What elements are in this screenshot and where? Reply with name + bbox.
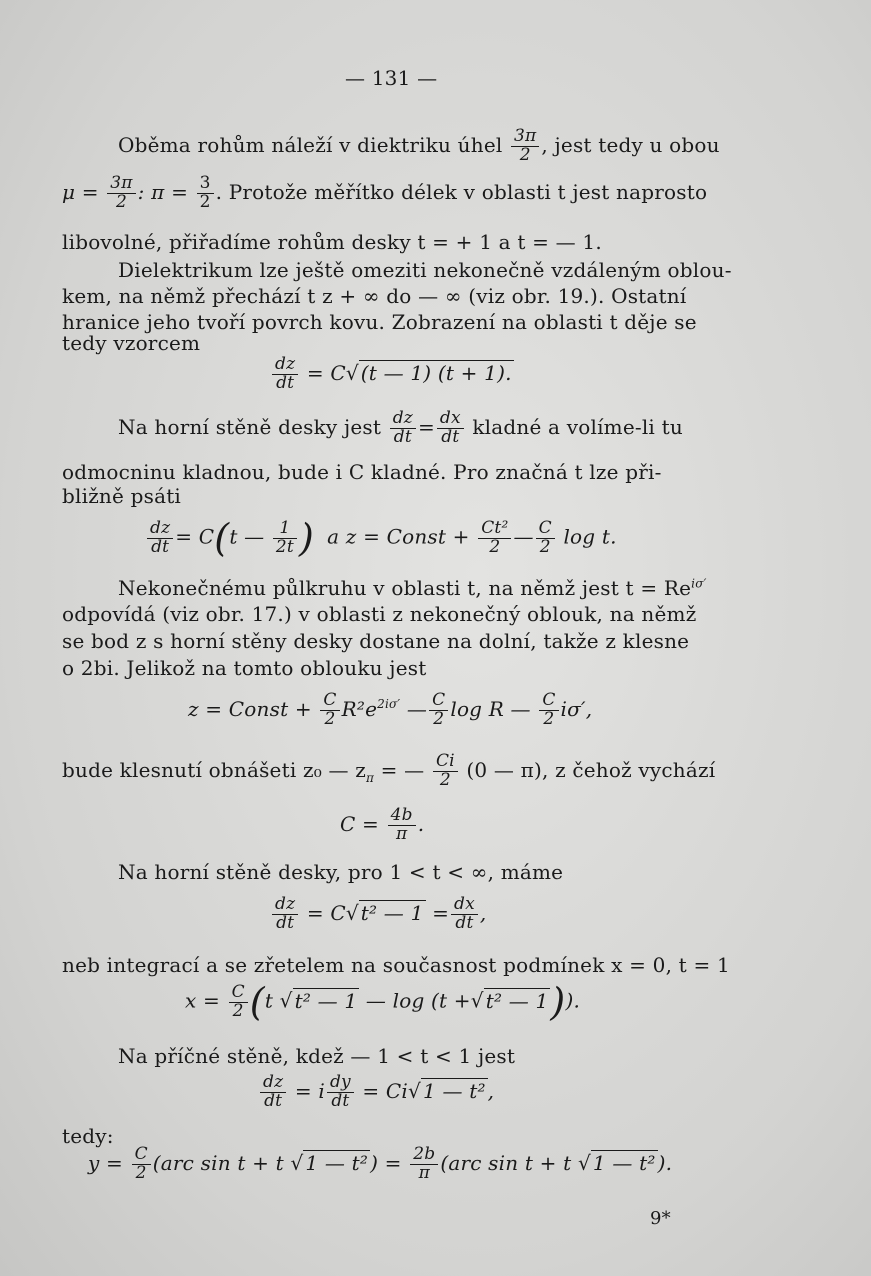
fraction-dx-dt: $\frac{dx}{dt}$ (437, 410, 464, 447)
signature-mark: 9* (650, 1208, 671, 1229)
math-run: = C (306, 360, 346, 385)
text-run: Na horní stěně desky jest (118, 414, 382, 439)
equation-1: $\frac{dz}{dt}$ = C√ (t — 1) (t + 1). (270, 356, 514, 393)
text-line-16: Na horní stěně desky, pro 1 < t < ∞, máme (118, 860, 564, 884)
fraction-3pi-2: $\frac{3\pi}{2}$ (511, 128, 539, 165)
math-run: : π = (137, 179, 189, 204)
sqrt-radicand: 1 — t² (305, 1150, 369, 1175)
fraction-c-2: $\frac{C}{2}$ (320, 692, 339, 729)
math-run: (arc sin t + t (440, 1150, 572, 1175)
fraction-ci-2: $\frac{Ci}{2}$ (433, 753, 458, 790)
text-run: = — (380, 757, 425, 782)
fraction-c-2: $\frac{C}{2}$ (229, 984, 248, 1021)
fraction-dz-dt: $\frac{dz}{dt}$ (390, 410, 416, 447)
text-line-8: Na horní stěně desky jest $\frac{dz}{dt}$ = $\frac{dx}{dt}$ kladné a volíme-li tu (118, 408, 683, 447)
text-line-15 (62, 753, 715, 790)
text-line-3: libovolné, přiřadíme rohům desky t = + 1 a t = — 1. (62, 230, 602, 254)
fraction-3-2: $\frac{3}{2}$ (197, 175, 214, 212)
math-run: (arc sin t + t (152, 1150, 284, 1175)
math-run: ) = (370, 1150, 402, 1175)
math-run: — log (t + (365, 988, 471, 1013)
page-number: — 131 — (345, 66, 438, 90)
text-run: Nekonečnému půlkruhu v oblasti t, na němž jest t = Re (118, 576, 692, 600)
equation-3: z = Const + $\frac{C}{2}$ $R^2e^{2i\sigma'}$ — $\frac{C}{2}$ log R — $\frac{C}{2}$ iσ′, (188, 690, 593, 729)
sqrt-radicand: 1 — t² (592, 1150, 656, 1175)
math-run: R²e (341, 696, 378, 721)
text-line-2 (62, 175, 707, 212)
fraction-3pi-2: $\frac{3\pi}{2}$ (107, 175, 135, 212)
math-mu: μ = (62, 179, 99, 204)
text-line-13: se bod z s horní stěny desky dostane na dolní, takže z klesne (62, 629, 690, 653)
fraction-dy-dt: $\frac{dy}{dt}$ (327, 1074, 354, 1111)
math-run: = Ci (362, 1078, 409, 1103)
equation-8: y = $\frac{C}{2}$ (arc sin t + t √ 1 — t² ) = $\frac{2b}{\pi}$ (arc sin t + t √ 1 — t² ). (88, 1144, 673, 1183)
math-run: t (264, 988, 274, 1013)
math-run: x = (185, 988, 220, 1013)
text-run: . Protože měřítko délek v oblasti t jest naprosto (215, 179, 708, 204)
fraction-dz-dt: $\frac{dz}{dt}$ (260, 1074, 286, 1111)
fraction-c-2: $\frac{C}{2}$ (536, 520, 555, 557)
fraction-ct2-2: $\frac{\text{Ct²}}{2}$ (478, 520, 511, 557)
fraction-dx-dt: $\frac{dx}{dt}$ (451, 896, 478, 933)
text-line-14: o 2bi. Jelikož na tomto oblouku jest (62, 656, 427, 680)
text-line-4: Dielektrikum lze ještě omeziti nekonečně vzdáleným oblou- (118, 258, 732, 282)
superscript: iσ′ (691, 576, 707, 591)
math-run: ). (565, 988, 581, 1013)
math-run: t — (229, 524, 265, 549)
text-line-7: tedy vzorcem (62, 331, 201, 355)
equation-6: x = $\frac{C}{2}$ (t √ t² — 1 — log (t +√ t² — 1)). (185, 980, 581, 1024)
fraction-dz-dt: $\frac{dz}{dt}$ (272, 356, 298, 393)
text-run: bude klesnutí obnášeti z₀ — z (62, 757, 366, 782)
equation-7: $\frac{dz}{dt}$ = i $\frac{dy}{dt}$ = Ci√ 1 — t² , (258, 1074, 494, 1111)
fraction-dz-dt: $\frac{dz}{dt}$ (147, 520, 173, 557)
sqrt-radicand: t² — 1 (360, 900, 424, 925)
text-line-18: Na příčné stěně, kdež — 1 < t < 1 jest (118, 1044, 516, 1068)
fraction-1-2t: $\frac{1}{2t}$ (273, 520, 297, 557)
math-run: z = Const + (188, 696, 312, 721)
math-run: a z = Const + (327, 524, 470, 549)
superscript: 2iσ′ (377, 697, 401, 712)
fraction-c-2: $\frac{C}{2}$ (132, 1146, 151, 1183)
math-run: log R — (450, 696, 531, 721)
text-run: , jest tedy u obou (541, 132, 720, 157)
equation-2: $\frac{dz}{dt}$ = C(t — $\frac{1}{2t}$ ) a z = Const + $\frac{\text{Ct²}}{2}$ — $\frac{C}{2}$ log t. (145, 516, 617, 560)
text-line-5: kem, na němž přechází t z + ∞ do — ∞ (viz obr. 19.). Ostatní (62, 284, 687, 308)
text-line-17: neb integrací a se zřetelem na současnost podmínek x = 0, t = 1 (62, 953, 730, 977)
fraction-2b-pi: $\frac{2b}{\pi}$ (410, 1146, 438, 1183)
text-line-11 (118, 576, 707, 600)
math-run: C = (340, 811, 380, 836)
equation-4: C = $\frac{4b}{\pi}$ . (340, 805, 425, 844)
sqrt-radicand: 1 — t² (422, 1078, 486, 1103)
text-line-9: odmocninu kladnou, bude i C kladné. Pro značná t lze při- (62, 460, 662, 484)
math-run: = i (294, 1078, 325, 1103)
fraction-4b-pi: $\frac{4b}{\pi}$ (388, 807, 416, 844)
math-run: = C (306, 900, 346, 925)
text-line-1 (118, 128, 720, 165)
text-line-12: odpovídá (viz obr. 17.) v oblasti z nekonečný oblouk, na němž (62, 602, 697, 626)
math-run: log t. (563, 524, 617, 549)
text-run: kladné a volíme-li tu (472, 414, 683, 439)
fraction-c-2: $\frac{C}{2}$ (539, 692, 558, 729)
equation-5: $\frac{dz}{dt}$ = C√ t² — 1 = $\frac{dx}{dt}$ , (270, 896, 486, 933)
text-run: (0 — π), z čehož vychází (466, 757, 716, 782)
math-run: ). (657, 1150, 673, 1175)
sqrt-radicand: t² — 1 (485, 988, 549, 1013)
math-run: = (432, 900, 450, 925)
text-line-19: tedy: (62, 1124, 114, 1148)
sqrt-radicand: t² — 1 (294, 988, 358, 1013)
text-line-10: bližně psáti (62, 484, 182, 508)
text-run: Oběma rohům náleží v diektriku úhel (118, 132, 503, 157)
math-run: y = (88, 1150, 124, 1175)
fraction-c-2: $\frac{C}{2}$ (429, 692, 448, 729)
subscript: π (366, 770, 375, 785)
math-run: = C (175, 524, 215, 549)
fraction-dz-dt: $\frac{dz}{dt}$ (272, 896, 298, 933)
math-run: iσ′, (560, 696, 593, 721)
text-line-6: hranice jeho tvoří povrch kovu. Zobrazení na oblasti t děje se (62, 310, 697, 334)
sqrt-radicand: (t — 1) (t + 1). (360, 360, 512, 385)
